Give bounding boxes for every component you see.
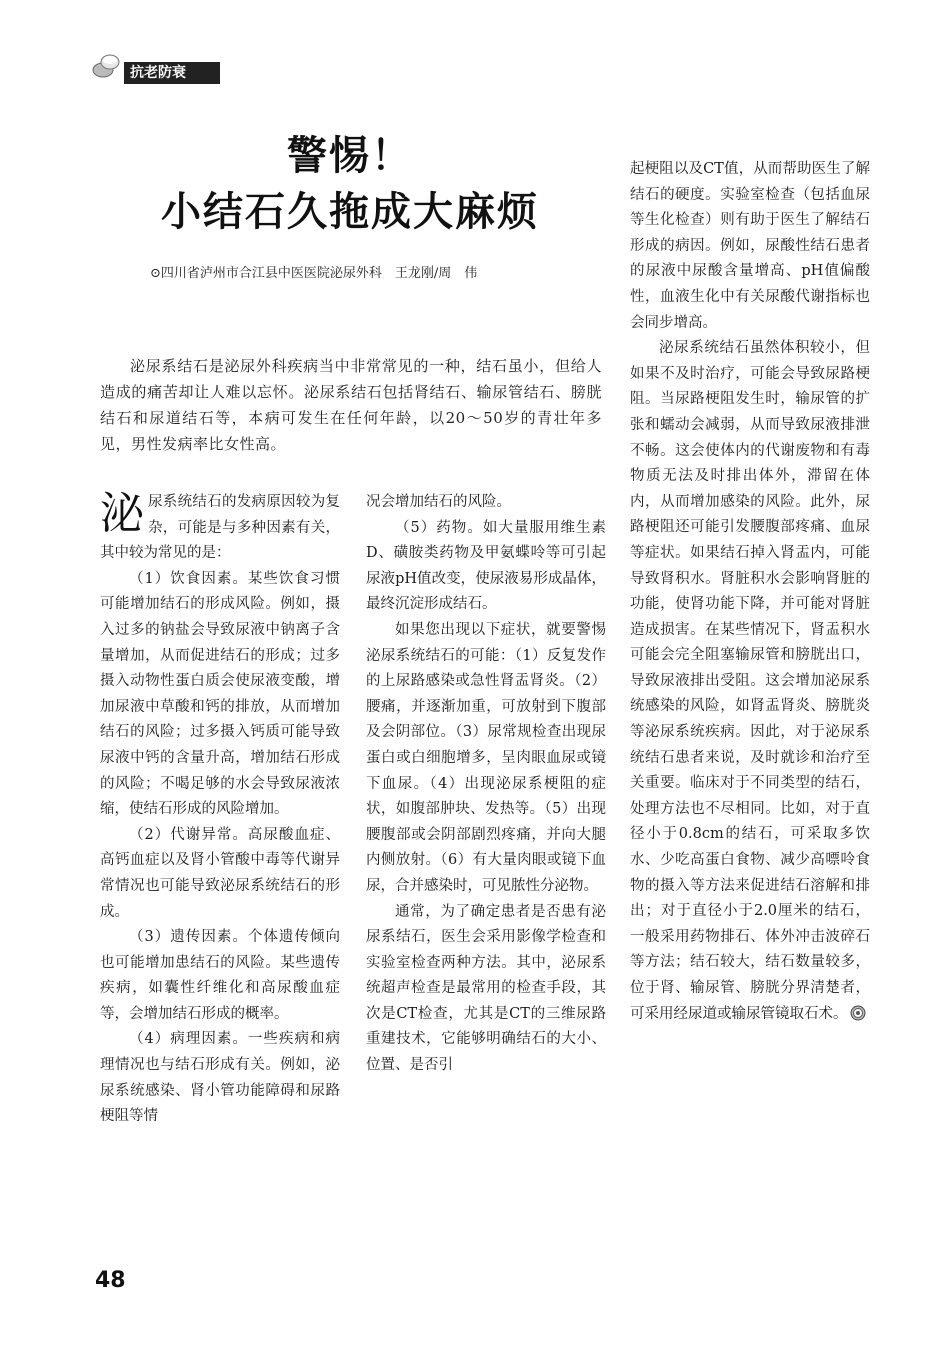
paragraph: 通常，为了确定患者是否患有泌尿系结石，医生会采用影像学检查和实验室检查两种方法。其中，泌尿系统超声检查是最常用的检查手段，其次是CT检查，尤其是CT的三维尿路重建技术，它能够明确结石的大小、位置、是否引 [366,903,606,1074]
paragraph-text: 泌尿系统结石虽然体积较小，但如果不及时治疗，可能会导致尿路梗阻。当尿路梗阻发生时，输尿管的扩张和蠕动会减弱，从而导致尿液排泄不畅。这会使体内的代谢废物和有毒物质无法及时排出体外，滞留在体内，从而增加感染的风险。此外，尿路梗阻还可能引发腰腹部疼痛、血尿等症状。如果结石掉入肾盂内，可能导致肾积水。肾脏积水会影响肾脏的功能，使肾功能下降，并可能对肾脏造成损害。在某些情况下，肾盂积水可能会完全阻塞输尿管和膀胱出口，导致尿液排出受阻。这会增加泌尿系统感染的风险，如肾盂肾炎、膀胱炎等泌尿系统疾病。因此，对于泌尿系统结石患者来说，及时就诊和治疗至关重要。临床对于不同类型的结石，处理方法也不尽相同。比如，对于直径小于0.8cm的结石，可采取多饮水、少吃高蛋白食物、减少高嘌呤食物的摄入等方法来促进结石溶解和排出；对于直径小于2.0厘米的结石，一般采用药物排石、体外冲击波碎石等方法；结石较大，结石数量较多，位于肾、输尿管、膀胱分界清楚者，可采用经尿道或输尿管镜取石术。 [630,340,870,1022]
paragraph [100,490,340,567]
paragraph: 如果您出现以下症状，就要警惕泌尿系统结石的可能：（1）反复发作的上尿路感染或急性肾盂肾炎。（2）腰痛，并逐渐加重，可放射到下腹部及会阴部位。（3）尿常规检查出现尿蛋白或白细胞增多，呈肉眼血尿或镜下血尿。（4）出现泌尿系梗阻的症状，如腹部肿块、发热等。（5）出现腰腹部或会阴部剧烈疼痛，并向大腿内侧放射。（6）有大量肉眼或镜下血尿，合并感染时，可见脓性分泌物。 [366,621,606,894]
column-3 [630,157,870,1027]
paragraph: （4）病理因素。一些疾病和病理情况也与结石形成有关。例如，泌尿系统感染、肾小管功能障碍和尿路梗阻等情 [100,1031,340,1125]
section-tag [92,50,222,86]
title-line-1: 警惕！ [287,133,413,179]
column-1 [100,490,340,1130]
paragraph: （2）代谢异常。高尿酸血症、高钙血症以及肾小管酸中毒等代谢异常情况也可能导致泌尿系统结石的形成。 [100,826,340,920]
article-title [90,128,610,240]
paragraph: 起梗阻以及CT值，从而帮助医生了解结石的硬度。实验室检查（包括血尿等生化检查）则有助于医生了解结石形成的病因。例如，尿酸性结石患者的尿液中尿酸含量增高、pH值偏酸性，血液生化中有关尿酸代谢指标也会同步增高。 [630,161,870,331]
end-mark-icon [850,1005,866,1021]
paragraph: （3）遗传因素。个体遗传倾向也可能增加患结石的风险。某些遗传疾病，如囊性纤维化和高尿酸血症等，会增加结石形成的概率。 [100,929,340,1022]
paragraph-text: 尿系统结石的发病原因较为复杂，可能是与多种因素有关，其中较为常见的是： [100,494,340,562]
author-byline: ⊙四川省泸州市合江县中医医院泌尿外科 王龙刚/周 伟 [150,266,478,281]
column-2 [366,490,606,1079]
page-number: 48 [95,1268,126,1293]
paragraph [630,336,870,1027]
paragraph: （5）药物。如大量服用维生素D、磺胺类药物及甲氨蝶呤等可引起尿液pH值改变，使尿液易形成晶体，最终沉淀形成结石。 [366,519,606,613]
title-line-2: 小结石久拖成大麻烦 [161,189,539,235]
pill-icon [92,50,122,80]
paragraph: （1）饮食因素。某些饮食习惯可能增加结石的形成风险。例如，摄入过多的钠盐会导致尿液中钠离子含量增加，从而促进结石的形成；过多摄入动物性蛋白质会使尿液变酸，增加尿液中草酸和钙的排放，从而增加结石的风险；过多摄入钙质可能导致尿液中钙的含量升高，增加结石形成的风险；不喝足够的水会导致尿液浓缩，使结石形成的风险增加。 [100,570,340,818]
abstract: 泌尿系结石是泌尿外科疾病当中非常常见的一种，结石虽小，但给人造成的痛苦却让人难以忘怀。泌尿系结石包括肾结石、输尿管结石、膀胱结石和尿道结石等，本病可发生在任何年龄，以20～50岁的青壮年多见，男性发病率比女性高。 [100,357,602,453]
section-label: 抗老防衰 [124,62,220,84]
drop-cap: 泌 [100,488,144,539]
paragraph: 况会增加结石的风险。 [366,494,511,510]
